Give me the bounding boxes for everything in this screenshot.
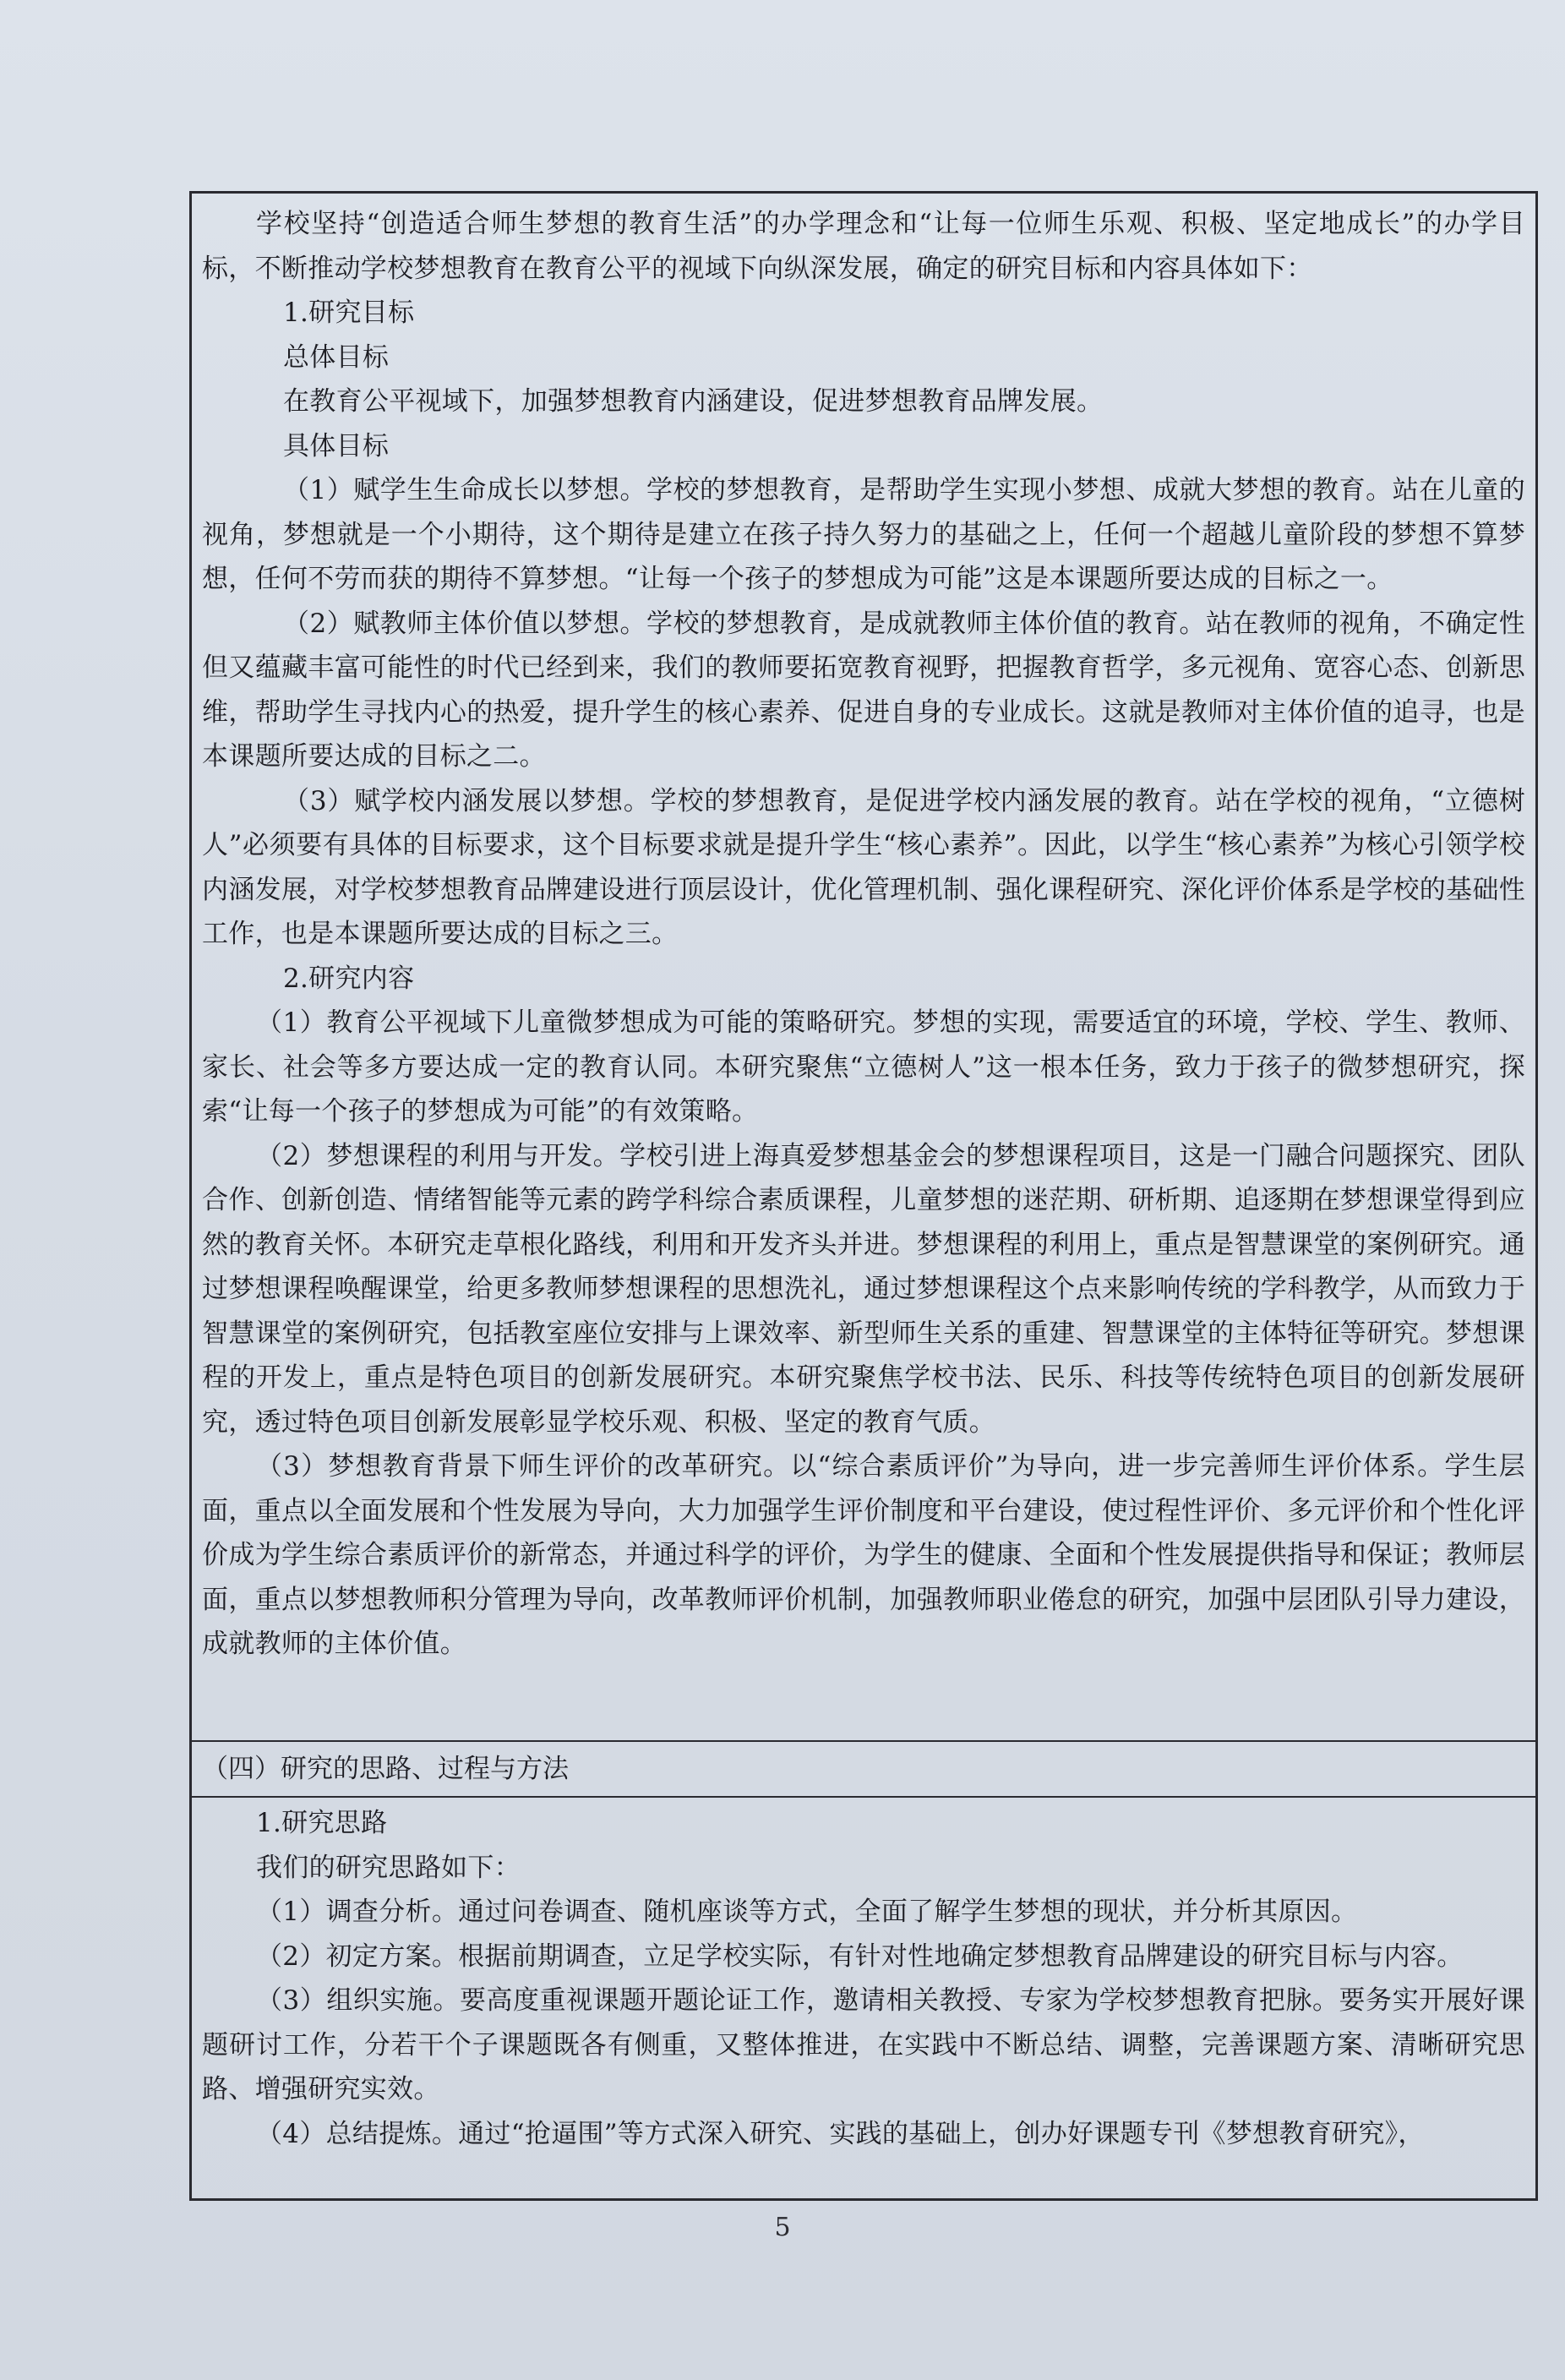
goal-paragraph-2: （2）赋教师主体价值以梦想。学校的梦想教育，是成就教师主体价值的教育。站在教师的视角，不确定性但又蕴藏丰富可能性的时代已经到来，我们的教师要拓宽教育视野，把握教育哲学，多元视角、宽容心态、创新思维，帮助学生寻找内心的热爱，提升学生的核心素养、促进自身的专业成长。这就是教师对主体价值的追寻，也是本课题所要达成的目标之二。 xyxy=(202,608,1525,772)
approach-step-2: （2）初定方案。根据前期调查，立足学校实际，有针对性地确定梦想教育品牌建设的研究目标与内容。 xyxy=(256,1941,1464,1972)
method-content-cell xyxy=(192,1798,1535,2203)
section-heading: （四）研究的思路、过程与方法 xyxy=(202,1754,569,1784)
goal-paragraph-3: （3）赋学校内涵发展以梦想。学校的梦想教育，是促进学校内涵发展的教育。站在学校的视角，“立德树人”必须要有具体的目标要求，这个目标要求就是提升学生“核心素养”。因此，以学生“核心素养”为核心引领学校内涵发展，对学校梦想教育品牌建设进行顶层设计，优化管理机制、强化课程研究、深化评价体系是学校的基础性工作，也是本课题所要达成的目标之三。 xyxy=(202,785,1525,949)
intro-paragraph: 学校坚持“创造适合师生梦想的教育生活”的办学理念和“让每一位师生乐观、积极、坚定地成长”的办学目标，不断推动学校梦想教育在教育公平的视域下向纵深发展，确定的研究目标和内容具体如下： xyxy=(202,209,1525,284)
page-number: 5 xyxy=(774,2213,791,2242)
form-table xyxy=(189,191,1538,2201)
subheading-research-content: 2.研究内容 xyxy=(283,963,415,994)
overall-goal-text: 在教育公平视域下，加强梦想教育内涵建设，促进梦想教育品牌发展。 xyxy=(283,386,1104,417)
section-heading-cell xyxy=(192,1742,1535,1798)
content-paragraph-3: （3）梦想教育背景下师生评价的改革研究。以“综合素质评价”为导向，进一步完善师生评价体系。学生层面，重点以全面发展和个性发展为导向，大力加强学生评价制度和平台建设，使过程性评价、多元评价和个性化评价成为学生综合素质评价的新常态，并通过科学的评价，为学生的健康、全面和个性发展提供指导和保证；教师层面，重点以梦想教师积分管理为导向，改革教师评价机制，加强教师职业倦怠的研究，加强中层团队引导力建设，成就教师的主体价值。 xyxy=(202,1451,1525,1659)
approach-step-3: （3）组织实施。要高度重视课题开题论证工作，邀请相关教授、专家为学校梦想教育把脉。要务实开展好课题研讨工作，分若干个子课题既各有侧重，又整体推进，在实践中不断总结、调整，完善课题方案、清晰研究思路、增强研究实效。 xyxy=(202,1985,1525,2104)
content-paragraph-1: （1）教育公平视域下儿童微梦想成为可能的策略研究。梦想的实现，需要适宜的环境，学校、学生、教师、家长、社会等多方要达成一定的教育认同。本研究聚焦“立德树人”这一根本任务，致力于孩子的微梦想研究，探索“让每一个孩子的梦想成为可能”的有效策略。 xyxy=(202,1007,1525,1127)
subheading-specific-goals: 具体目标 xyxy=(283,430,390,461)
approach-intro: 我们的研究思路如下： xyxy=(256,1852,521,1883)
subheading-research-goals: 1.研究目标 xyxy=(283,298,415,328)
approach-step-1: （1）调查分析。通过问卷调查、随机座谈等方式，全面了解学生梦想的现状，并分析其原因。 xyxy=(256,1897,1358,1927)
content-paragraph-2: （2）梦想课程的利用与开发。学校引进上海真爱梦想基金会的梦想课程项目，这是一门融合问题探究、团队合作、创新创造、情绪智能等元素的跨学科综合素质课程，儿童梦想的迷茫期、研析期、追逐期在梦想课堂得到应然的教育关怀。本研究走草根化路线，利用和开发齐头并进。梦想课程的利用上，重点是智慧课堂的案例研究。通过梦想课程唤醒课堂，给更多教师梦想课程的思想洗礼，通过梦想课程这个点来影响传统的学科教学，从而致力于智慧课堂的案例研究，包括教室座位安排与上课效率、新型师生关系的重建、智慧课堂的主体特征等研究。梦想课程的开发上，重点是特色项目的创新发展研究。本研究聚焦学校书法、民乐、科技等传统特色项目的创新发展研究，透过特色项目创新发展彰显学校乐观、积极、坚定的教育气质。 xyxy=(202,1140,1525,1438)
objectives-content-cell xyxy=(192,194,1535,1742)
subheading-overall-goal: 总体目标 xyxy=(283,341,390,373)
goal-paragraph-1: （1）赋学生生命成长以梦想。学校的梦想教育，是帮助学生实现小梦想、成就大梦想的教育。站在儿童的视角，梦想就是一个小期待，这个期待是建立在孩子持久努力的基础之上，任何一个超越儿童阶段的梦想不算梦想，任何不劳而获的期待不算梦想。“让每一个孩子的梦想成为可能”这是本课题所要达成的目标之一。 xyxy=(202,475,1525,594)
subheading-research-approach: 1.研究思路 xyxy=(256,1808,388,1838)
approach-step-4: （4）总结提炼。通过“抢逼围”等方式深入研究、实践的基础上，创办好课题专刊《梦想教育研究》， xyxy=(256,2118,1425,2149)
